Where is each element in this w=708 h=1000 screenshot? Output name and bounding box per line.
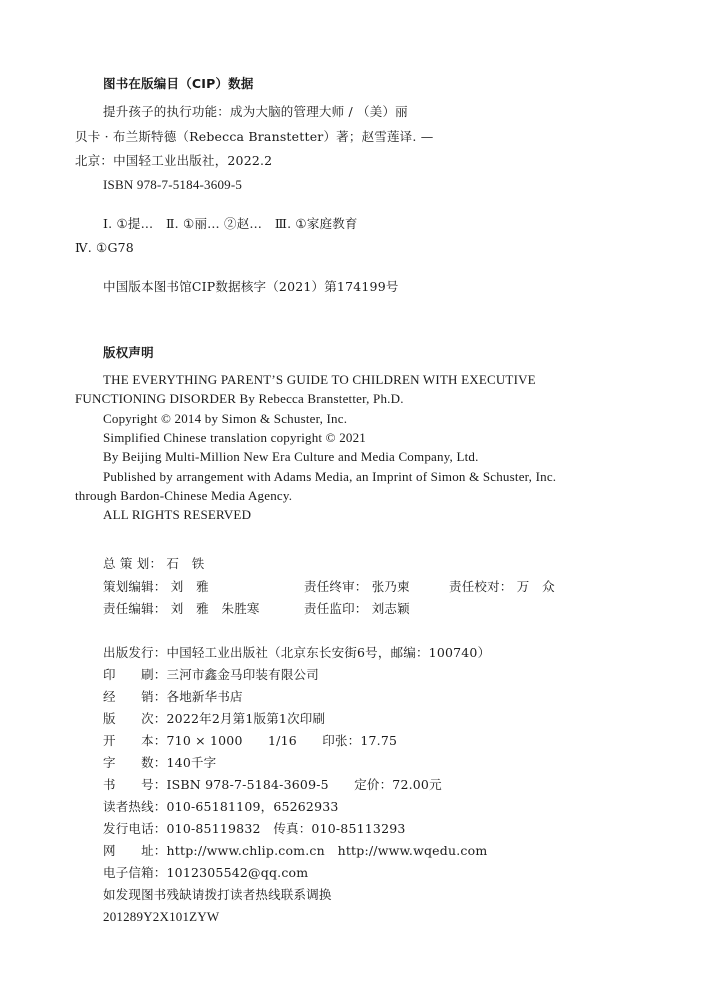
pub-edition	[103, 711, 325, 727]
copyright-line: By Beijing Multi-Million New Era Culture and Media Company, Ltd.	[103, 449, 479, 464]
copyright-line: Simplified Chinese translation copyright © 2021	[103, 430, 366, 445]
credit-value: 刘志颖	[371, 601, 410, 616]
credit-value: 刘 雅	[170, 579, 209, 594]
pub-label: 印 刷：	[103, 667, 167, 682]
credit-label: 责任终审：	[304, 579, 368, 594]
pub-label: 经 销：	[103, 689, 167, 704]
pub-isbn-price	[103, 777, 442, 793]
copyright-line: FUNCTIONING DISORDER By Rebecca Branstetter, Ph.D.	[75, 391, 404, 406]
credit-label: 总 策 划：	[103, 556, 163, 571]
pub-label: 网 址：	[103, 843, 167, 858]
pub-value: 2022年2月第1版第1次印刷	[166, 711, 326, 726]
credit-label: 策划编辑：	[103, 579, 167, 594]
pub-value: 三河市鑫金马印装有限公司	[166, 667, 319, 682]
pub-label: 版 次：	[103, 711, 167, 726]
credit-responsible-editor	[103, 601, 260, 617]
credit-value: 张乃柬	[371, 579, 410, 594]
copyright-heading: 版权声明	[103, 345, 154, 360]
cip-classification: Ⅳ. ①G78	[75, 240, 134, 255]
pub-label: 字 数：	[103, 755, 167, 770]
pub-label: 开 本：	[103, 733, 167, 748]
pub-value: 010-65181109，65262933	[166, 799, 339, 814]
credit-label: 责任校对：	[449, 579, 513, 594]
pub-reader-hotline	[103, 799, 339, 815]
pub-value: 中国轻工业出版社（北京东长安街6号，邮编：100740）	[166, 645, 491, 660]
pub-sales-phone	[103, 821, 406, 837]
footer-code: 201289Y2X101ZYW	[103, 909, 220, 924]
credit-chief-planner	[103, 556, 204, 572]
credit-value: 万 众	[516, 579, 555, 594]
pub-value: http://www.chlip.com.cn http://www.wqedu.com	[166, 843, 488, 858]
cip-line: 提升孩子的执行功能：成为大脑的管理大师 / （美）丽	[103, 104, 408, 119]
pub-value: ISBN 978-7-5184-3609-5 定价：72.00元	[166, 777, 442, 792]
pub-format	[103, 733, 397, 749]
pub-label: 发行电话：	[103, 821, 167, 836]
copyright-line: Published by arrangement with Adams Media, an Imprint of Simon & Schuster, Inc.	[103, 469, 557, 484]
credit-value: 石 铁	[166, 556, 205, 571]
footer-notice: 如发现图书残缺请拨打读者热线联系调换	[103, 887, 332, 902]
credit-label: 责任监印：	[304, 601, 368, 616]
pub-word-count	[103, 755, 216, 771]
credit-print-supervisor	[304, 601, 410, 617]
cip-classification: Ⅰ. ①提… Ⅱ. ①丽… ②赵… Ⅲ. ①家庭教育	[103, 216, 358, 231]
pub-label: 出版发行：	[103, 645, 167, 660]
cip-heading: 图书在版编目（CIP）数据	[103, 76, 254, 91]
cip-record-number: 中国版本图书馆CIP数据核字（2021）第174199号	[103, 279, 399, 294]
credit-label: 责任编辑：	[103, 601, 167, 616]
pub-value: 010-85119832 传真：010-85113293	[166, 821, 406, 836]
cip-isbn: ISBN 978-7-5184-3609-5	[103, 177, 243, 192]
pub-printer	[103, 667, 319, 683]
pub-value: 各地新华书店	[166, 689, 243, 704]
copyright-line: through Bardon-Chinese Media Agency.	[75, 488, 293, 503]
pub-website	[103, 843, 487, 859]
pub-email	[103, 865, 308, 881]
credit-proofreader	[449, 579, 555, 595]
pub-publisher	[103, 645, 490, 661]
credit-planning-editor	[103, 579, 209, 595]
pub-label: 读者热线：	[103, 799, 167, 814]
pub-label: 书 号：	[103, 777, 167, 792]
pub-value: 710 × 1000 1/16 印张：17.75	[166, 733, 398, 748]
pub-value: 1012305542@qq.com	[166, 865, 309, 880]
pub-distributor	[103, 689, 243, 705]
pub-label: 电子信箱：	[103, 865, 167, 880]
copyright-line: ALL RIGHTS RESERVED	[103, 507, 252, 522]
cip-line: 贝卡 · 布兰斯特德（Rebecca Branstetter）著；赵雪莲译. —	[75, 129, 434, 144]
pub-value: 140千字	[166, 755, 217, 770]
credit-value: 刘 雅 朱胜寒	[170, 601, 260, 616]
copyright-line: THE EVERYTHING PARENT’S GUIDE TO CHILDREN WITH EXECUTIVE	[103, 372, 536, 387]
credit-final-review	[304, 579, 410, 595]
cip-line: 北京：中国轻工业出版社，2022.2	[75, 153, 273, 168]
copyright-line: Copyright © 2014 by Simon & Schuster, Inc.	[103, 411, 348, 426]
